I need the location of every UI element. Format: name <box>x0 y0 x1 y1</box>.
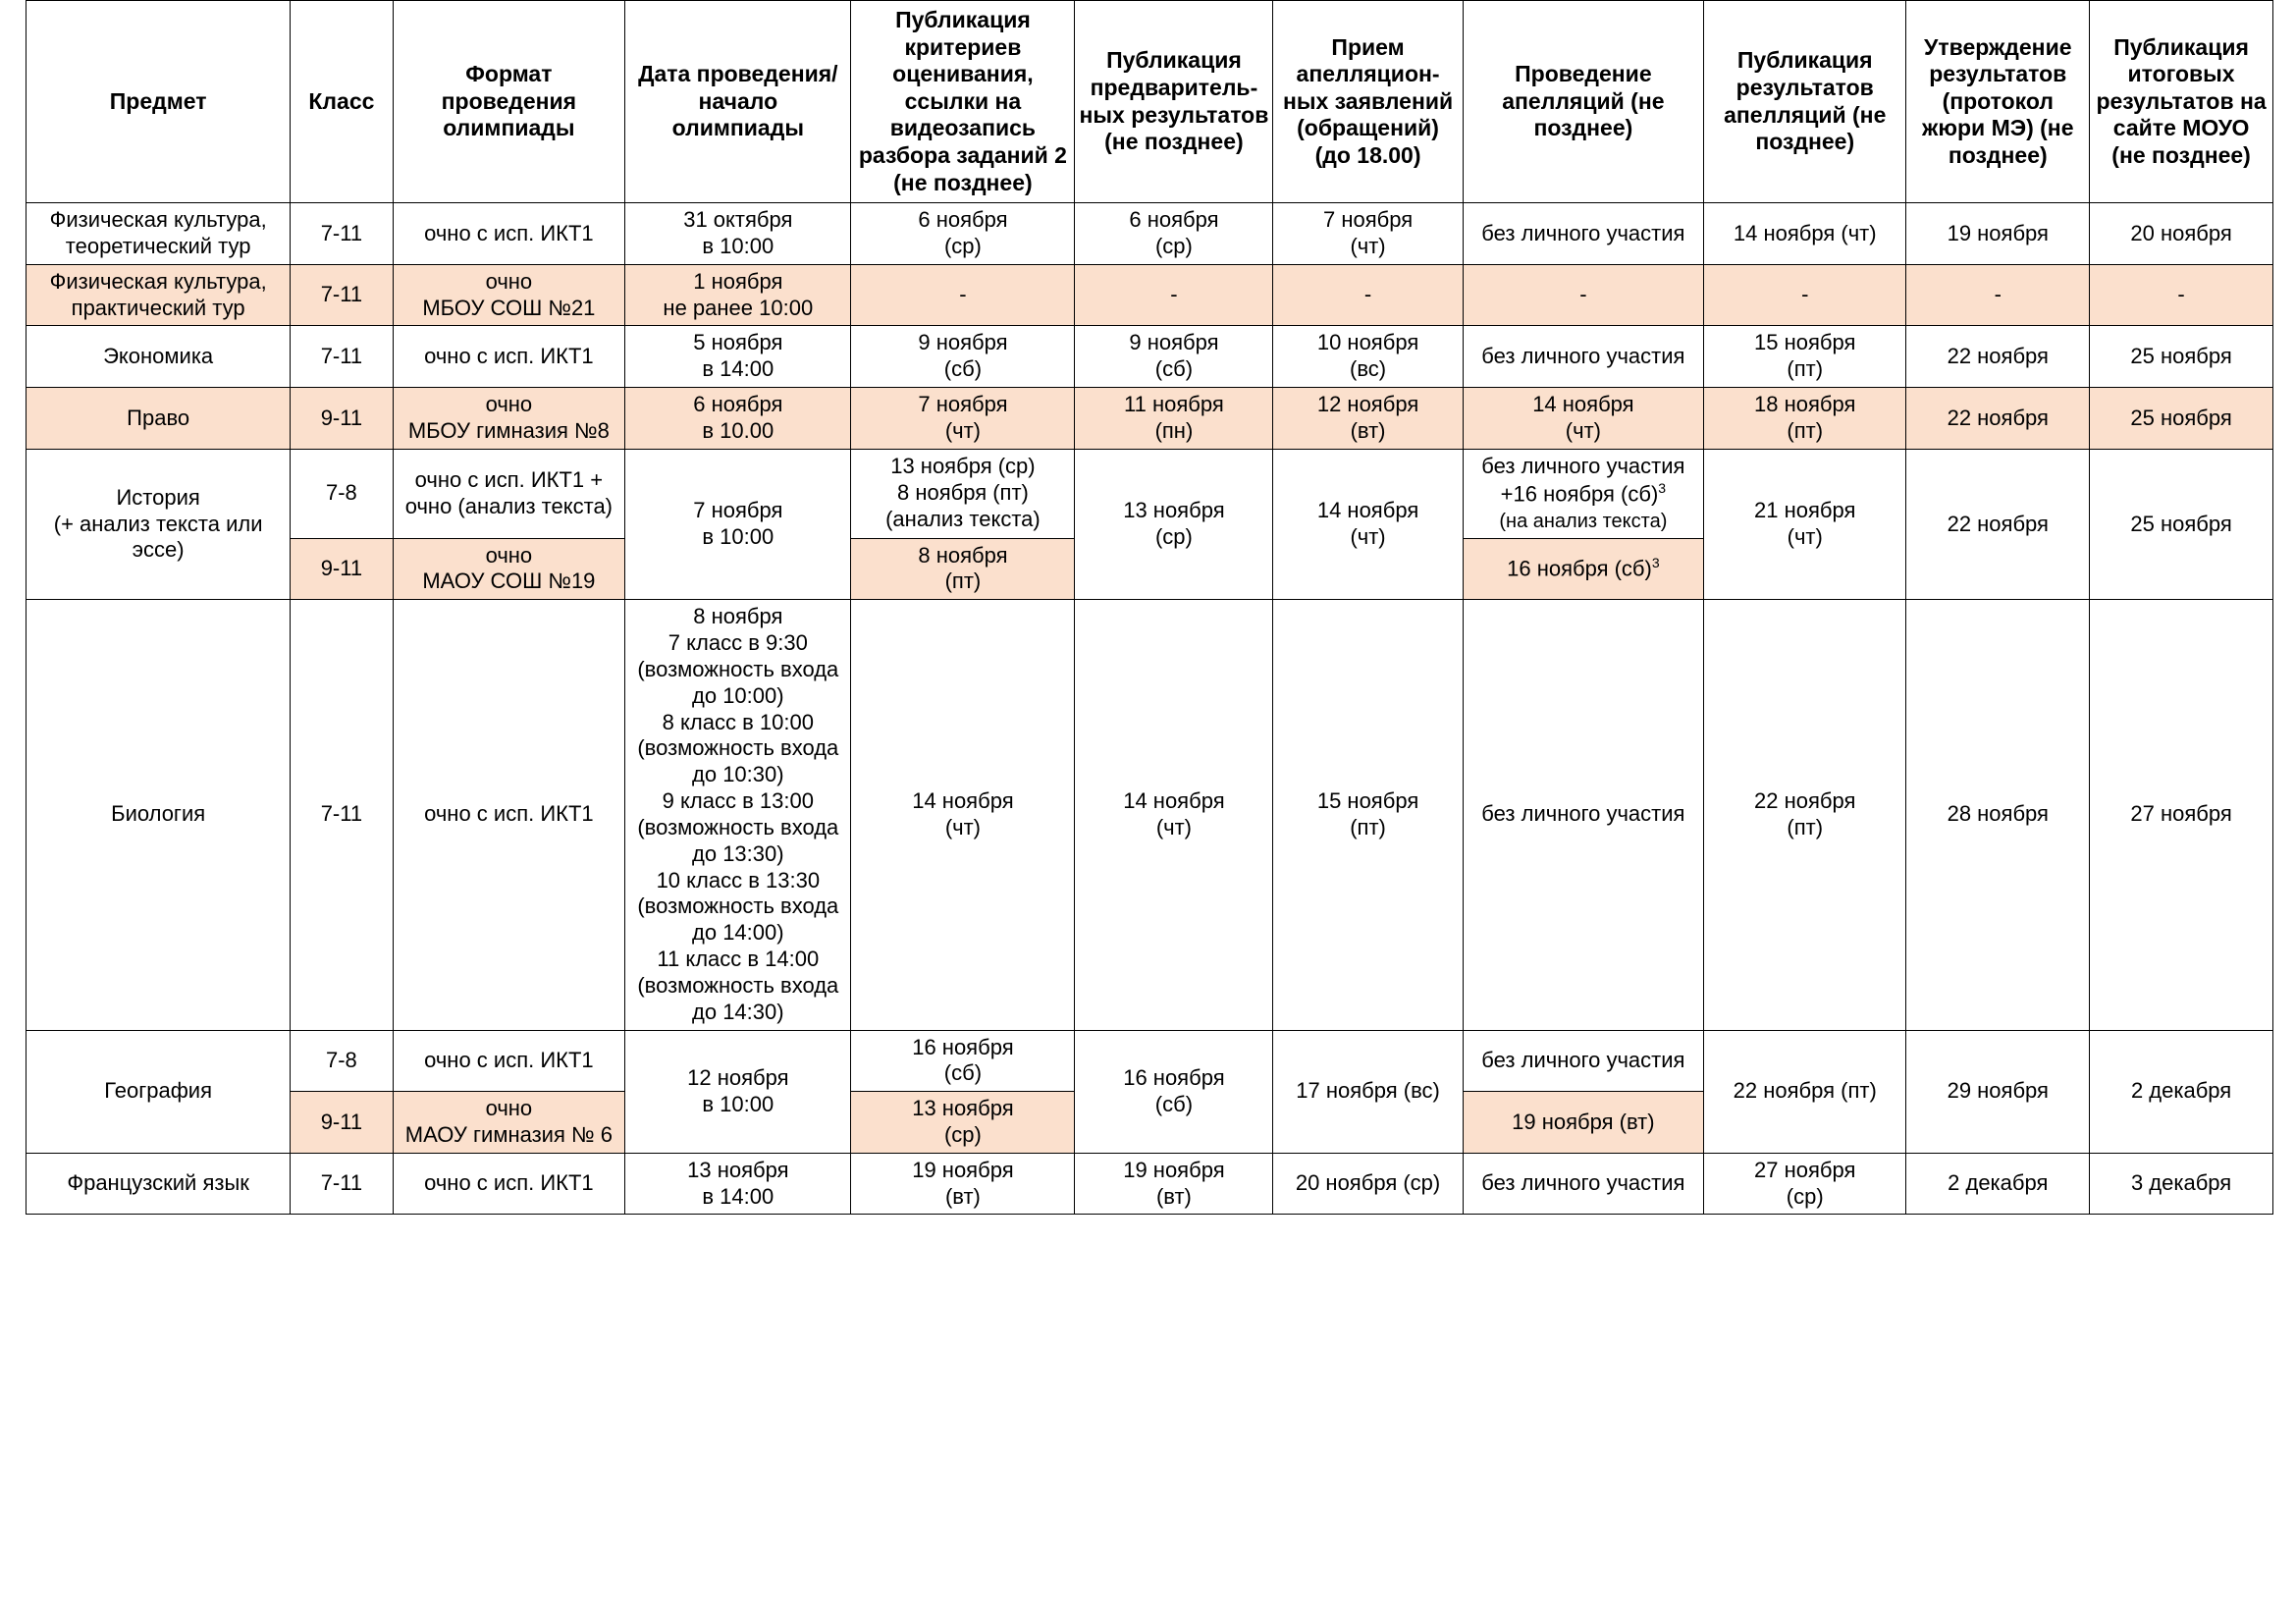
appeal-hold-main: 16 ноября (сб) <box>1507 556 1652 581</box>
cell-appeal-hold <box>1463 449 1703 538</box>
cell-criteria: 16 ноября (сб) <box>851 1030 1075 1092</box>
cell-subject: Физическая культура, теоретический тур <box>27 203 291 265</box>
cell-appeal-request: 20 ноября (ср) <box>1273 1153 1463 1215</box>
cell-subject: История (+ анализ текста или эссе) <box>27 449 291 599</box>
cell-format: очно с исп. ИКТ1 <box>393 326 625 388</box>
cell-appeal-request: 15 ноября (пт) <box>1273 600 1463 1030</box>
table-header-row <box>27 1 2273 203</box>
col-header-prelim-results: Публикация предваритель-ных результатов (не позднее) <box>1075 1 1273 203</box>
cell-subject: География <box>27 1030 291 1153</box>
cell-appeal-results: 14 ноября (чт) <box>1704 203 1906 265</box>
cell-grade: 9-11 <box>291 1092 393 1154</box>
cell-appeal-results: 18 ноября (пт) <box>1704 388 1906 450</box>
cell-criteria: 6 ноября (ср) <box>851 203 1075 265</box>
table-row <box>27 600 2273 1030</box>
table-row <box>27 203 2273 265</box>
cell-date: 13 ноября в 14:00 <box>625 1153 851 1215</box>
col-header-approval: Утверждение результатов (протокол жюри МЭ) (не позднее) <box>1906 1 2090 203</box>
table-row <box>27 449 2273 538</box>
cell-appeal-request: 17 ноября (вс) <box>1273 1030 1463 1153</box>
cell-subject: Французский язык <box>27 1153 291 1215</box>
cell-appeal-results: 22 ноября (пт) <box>1704 1030 1906 1153</box>
cell-appeal-results: - <box>1704 264 1906 326</box>
cell-approval: 2 декабря <box>1906 1153 2090 1215</box>
cell-publication: - <box>2090 264 2273 326</box>
cell-criteria: 9 ноября (сб) <box>851 326 1075 388</box>
cell-criteria: 8 ноября (пт) <box>851 538 1075 600</box>
cell-subject: Физическая культура, практический тур <box>27 264 291 326</box>
cell-approval: 22 ноября <box>1906 388 2090 450</box>
cell-approval: 22 ноября <box>1906 449 2090 599</box>
appeal-hold-main: без личного участия <box>1481 453 1685 478</box>
cell-format: очно с исп. ИКТ1 <box>393 1153 625 1215</box>
cell-appeal-hold: без личного участия <box>1463 600 1703 1030</box>
cell-date: 7 ноября в 10:00 <box>625 449 851 599</box>
table-row <box>27 1153 2273 1215</box>
cell-grade: 7-11 <box>291 326 393 388</box>
col-header-criteria: Публикация критериев оценивания, ссылки на видеозапись разбора заданий 2 (не позднее) <box>851 1 1075 203</box>
col-header-format: Формат проведения олимпиады <box>393 1 625 203</box>
cell-criteria: 13 ноября (ср) 8 ноября (пт) (анализ текста) <box>851 449 1075 538</box>
col-header-grade: Класс <box>291 1 393 203</box>
olympiad-schedule-table <box>26 0 2273 1215</box>
table-row <box>27 264 2273 326</box>
cell-format: очно с исп. ИКТ1 <box>393 1030 625 1092</box>
col-header-subject: Предмет <box>27 1 291 203</box>
cell-grade: 7-11 <box>291 264 393 326</box>
cell-appeal-hold: без личного участия <box>1463 203 1703 265</box>
cell-prelim: 13 ноября (ср) <box>1075 449 1273 599</box>
cell-appeal-hold: без личного участия <box>1463 326 1703 388</box>
cell-grade: 7-8 <box>291 1030 393 1092</box>
cell-appeal-hold: 19 ноября (вт) <box>1463 1092 1703 1154</box>
cell-format: очно МБОУ СОШ №21 <box>393 264 625 326</box>
cell-date: 5 ноября в 14:00 <box>625 326 851 388</box>
col-header-publication: Публикация итоговых результатов на сайте МОУО (не позднее) <box>2090 1 2273 203</box>
col-header-date: Дата проведения/ начало олимпиады <box>625 1 851 203</box>
cell-publication: 2 декабря <box>2090 1030 2273 1153</box>
cell-subject: Право <box>27 388 291 450</box>
cell-criteria: 14 ноября (чт) <box>851 600 1075 1030</box>
cell-publication: 25 ноября <box>2090 326 2273 388</box>
cell-format: очно с исп. ИКТ1 <box>393 203 625 265</box>
cell-subject: Экономика <box>27 326 291 388</box>
appeal-hold-footnote-marker: 3 <box>1658 479 1667 496</box>
cell-appeal-request: 7 ноября (чт) <box>1273 203 1463 265</box>
cell-appeal-request: 14 ноября (чт) <box>1273 449 1463 599</box>
cell-prelim: 9 ноября (сб) <box>1075 326 1273 388</box>
cell-format: очно МБОУ гимназия №8 <box>393 388 625 450</box>
cell-publication: 3 декабря <box>2090 1153 2273 1215</box>
cell-appeal-results: 27 ноября (ср) <box>1704 1153 1906 1215</box>
cell-prelim: 14 ноября (чт) <box>1075 600 1273 1030</box>
cell-date: 12 ноября в 10:00 <box>625 1030 851 1153</box>
cell-prelim: 11 ноября (пн) <box>1075 388 1273 450</box>
cell-date: 1 ноября не ранее 10:00 <box>625 264 851 326</box>
cell-appeal-request: 12 ноября (вт) <box>1273 388 1463 450</box>
cell-appeal-hold: 14 ноября (чт) <box>1463 388 1703 450</box>
cell-approval: 28 ноября <box>1906 600 2090 1030</box>
col-header-appeal-hold: Проведение апелляций (не позднее) <box>1463 1 1703 203</box>
cell-date: 31 октября в 10:00 <box>625 203 851 265</box>
cell-format: очно МАОУ гимназия № 6 <box>393 1092 625 1154</box>
cell-appeal-request: 10 ноября (вс) <box>1273 326 1463 388</box>
cell-appeal-hold <box>1463 538 1703 600</box>
cell-publication: 27 ноября <box>2090 600 2273 1030</box>
cell-appeal-request: - <box>1273 264 1463 326</box>
table-row <box>27 1030 2273 1092</box>
cell-appeal-results: 22 ноября (пт) <box>1704 600 1906 1030</box>
appeal-hold-note: (на анализ текста) <box>1499 510 1668 532</box>
col-header-appeal-request: Прием апелляцион-ных заявлений (обращений) (до 18.00) <box>1273 1 1463 203</box>
cell-publication: 20 ноября <box>2090 203 2273 265</box>
cell-publication: 25 ноября <box>2090 388 2273 450</box>
cell-approval: 19 ноября <box>1906 203 2090 265</box>
cell-approval: 22 ноября <box>1906 326 2090 388</box>
cell-appeal-results: 21 ноября (чт) <box>1704 449 1906 599</box>
cell-prelim: 19 ноября (вт) <box>1075 1153 1273 1215</box>
cell-criteria: - <box>851 264 1075 326</box>
cell-approval: 29 ноября <box>1906 1030 2090 1153</box>
col-header-appeal-results: Публикация результатов апелляций (не позднее) <box>1704 1 1906 203</box>
cell-grade: 7-8 <box>291 449 393 538</box>
cell-appeal-hold: - <box>1463 264 1703 326</box>
appeal-hold-footnote-marker: 3 <box>1651 555 1660 571</box>
cell-date: 8 ноября 7 класс в 9:30 (возможность входа до 10:00) 8 класс в 10:00 (возможность входа до 10:30) 9 класс в 13:00 (возможность входа до 13:30) 10 класс в 13:30 (возможность входа до 14:00) 11 класс в 14:00 (возможность входа до 14:30) <box>625 600 851 1030</box>
cell-appeal-results: 15 ноября (пт) <box>1704 326 1906 388</box>
table-row <box>27 388 2273 450</box>
cell-prelim: - <box>1075 264 1273 326</box>
cell-approval: - <box>1906 264 2090 326</box>
cell-grade: 9-11 <box>291 388 393 450</box>
cell-grade: 7-11 <box>291 1153 393 1215</box>
cell-criteria: 13 ноября (ср) <box>851 1092 1075 1154</box>
cell-publication: 25 ноября <box>2090 449 2273 599</box>
cell-prelim: 16 ноября (сб) <box>1075 1030 1273 1153</box>
cell-grade: 7-11 <box>291 600 393 1030</box>
cell-criteria: 19 ноября (вт) <box>851 1153 1075 1215</box>
cell-format: очно с исп. ИКТ1 + очно (анализ текста) <box>393 449 625 538</box>
cell-criteria: 7 ноября (чт) <box>851 388 1075 450</box>
cell-subject: Биология <box>27 600 291 1030</box>
cell-date: 6 ноября в 10.00 <box>625 388 851 450</box>
appeal-hold-extra: +16 ноября (сб) <box>1500 480 1659 506</box>
table-row <box>27 326 2273 388</box>
cell-prelim: 6 ноября (ср) <box>1075 203 1273 265</box>
cell-appeal-hold: без личного участия <box>1463 1153 1703 1215</box>
cell-format: очно с исп. ИКТ1 <box>393 600 625 1030</box>
cell-grade: 7-11 <box>291 203 393 265</box>
cell-format: очно МАОУ СОШ №19 <box>393 538 625 600</box>
cell-appeal-hold: без личного участия <box>1463 1030 1703 1092</box>
cell-grade: 9-11 <box>291 538 393 600</box>
